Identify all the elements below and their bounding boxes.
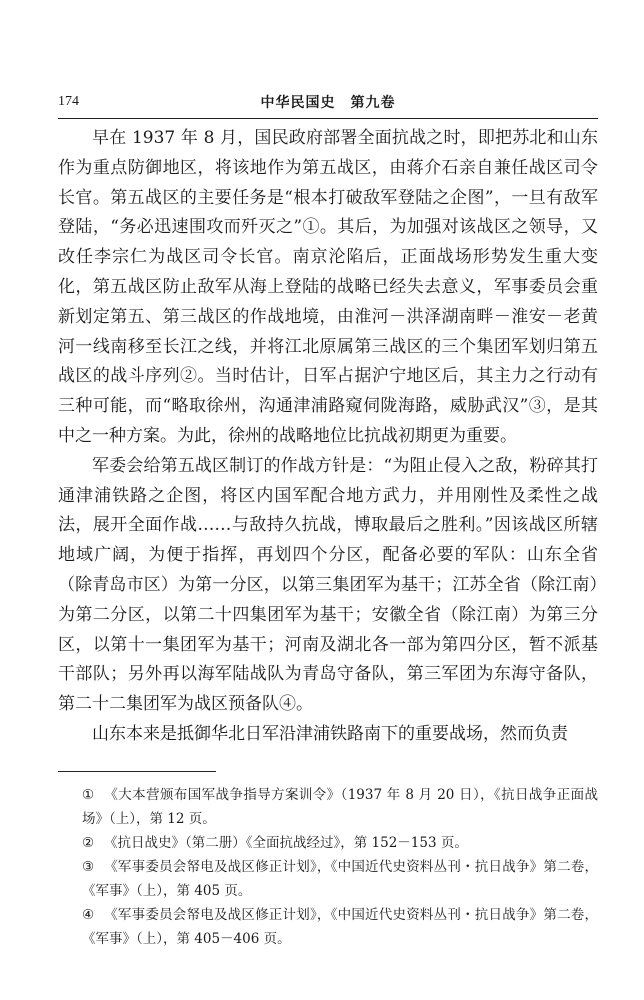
paragraph: 山东本来是抵御华北日军沿津浦铁路南下的重要战场，然而负责 [92, 723, 568, 744]
header-rule [58, 118, 598, 119]
paragraph: 军委会给第五战区制订的作战方针是：“为阻止侵入之敌，粉碎其打通津浦铁路之企图，将区内国军配合地方武力，并用刚性及柔性之战法，展开全面作战……与敌持久抗战，博取最后之胜利。”因该战区所辖地域广阔，为便于指挥，再划四个分区，配备必要的军队：山东全省（除青岛市区）为第一分区，以第三集团军为基干；江苏全省（除江南）为第二分区，以第二十四集团军为基干；安徽全省（除江南）为第三分区，以第十一集团军为基干；河南及湖北各一部为第四分区，暂不派基干部队；另外再以海军陆战队为青岛守备队，第三军团为东海守备队，第二十二集团军为战区预备队④。 [58, 455, 598, 715]
footnote [58, 831, 598, 855]
footnote-mark: ③ [82, 859, 95, 875]
footnote [58, 903, 598, 951]
footnote [58, 783, 598, 831]
footnote-rule [58, 771, 216, 772]
footnote-mark: ④ [82, 907, 95, 923]
footnote [58, 855, 598, 903]
running-title: 中华民国史 第九卷 [260, 95, 396, 111]
footnote-mark: ② [82, 835, 95, 851]
paragraph: 早在 1937 年 8 月，国民政府部署全面抗战之时，即把苏北和山东作为重点防御地区，将该地作为第五战区，由蒋介石亲自兼任战区司令长官。第五战区的主要任务是“根本打破敌军登陆之企图”，一旦有敌军登陆，“务必迅速围攻而歼灭之”①。其后，为加强对该战区之领导，又改任李宗仁为战区司令长官。南京沦陷后，正面战场形势发生重大变化，第五战区防止敌军从海上登陆的战略已经失去意义，军事委员会重新划定第五、第三战区的作战地境，由淮河－洪泽湖南畔－淮安－老黄河一线南移至长江之线，并将江北原属第三战区的三个集团军划归第五战区的战斗序列②。当时估计，日军占据沪宁地区后，其主力之行动有三种可能，而“略取徐州，沟通津浦路窥伺陇海路，威胁武汉”③，是其中之一种方案。为此，徐州的战略地位比抗战初期更为重要。 [58, 128, 598, 446]
footnote-text: 《军事委员会帑电及战区修正计划》，《中国近代史资料丛刊・抗日战争》第二卷，《军事》（上），第 405 页。 [82, 859, 598, 899]
page-number: 174 [58, 94, 79, 109]
footnote-text: 《军事委员会帑电及战区修正计划》，《中国近代史资料丛刊・抗日战争》第二卷，《军事》（上），第 405－406 页。 [82, 907, 598, 947]
page-header [58, 92, 598, 116]
body-text [58, 124, 598, 750]
footnote-mark: ① [82, 787, 95, 803]
footnote-text: 《抗日战史》（第二册）《全面抗战经过》，第 152－153 页。 [104, 835, 468, 851]
footnotes [58, 783, 598, 951]
footnote-text: 《大本营颁布国军战争指导方案训令》（1937 年 8 月 20 日），《抗日战争正面战场》（上），第 12 页。 [82, 787, 598, 827]
